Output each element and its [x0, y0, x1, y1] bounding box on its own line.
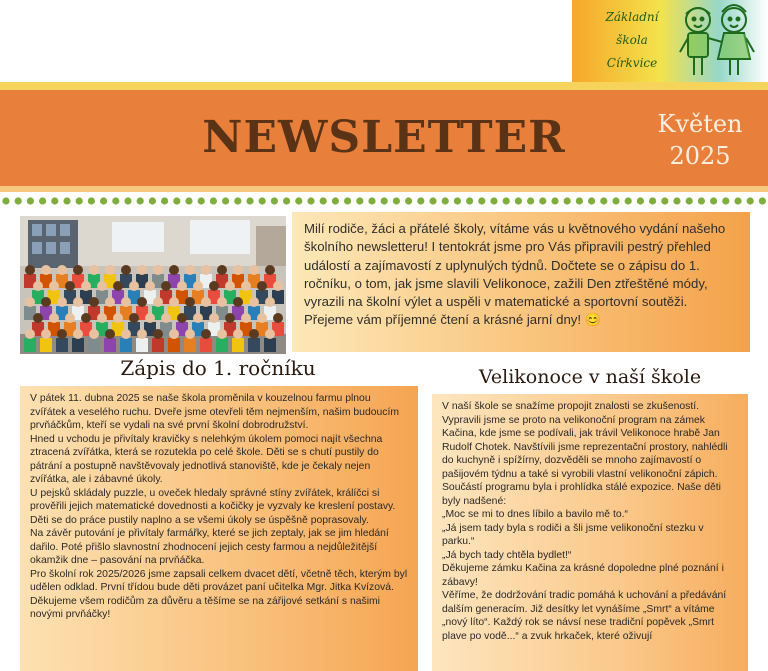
photo-person-head [217, 329, 227, 339]
photo-person-head [249, 329, 259, 339]
photo-person [216, 338, 228, 352]
photo-person-head [217, 297, 227, 307]
intro-text: Milí rodiče, žáci a přátelé školy, vítáme vás u květnového vydání našeho školního newsletteru! I tentokrát jsme pro Vás připravili pestrý přehled událostí a zajímavostí z uplynulých týdnů. Dočtete se o zápisu do 1. ročníku, o tom, jak jsme slavili Velikonoce, zažili Den ztřeštěné módy, vyrazili na školní výlet a uspěli v matematické a sportovní soutěži. [304, 221, 726, 310]
photo-person-head [217, 265, 227, 275]
photo-person [56, 338, 68, 352]
intro-box [292, 212, 750, 352]
photo-person-head [193, 281, 203, 291]
divider-dot [222, 197, 229, 204]
photo-person-head [129, 313, 139, 323]
divider-dot [173, 197, 180, 204]
photo-person-head [241, 313, 251, 323]
photo-person-head [265, 265, 275, 275]
photo-person-head [105, 329, 115, 339]
photo-person-head [41, 265, 51, 275]
photo-person-head [137, 297, 147, 307]
divider-dot [15, 197, 22, 204]
photo-person-head [41, 329, 51, 339]
children-drawing-icon [672, 2, 764, 82]
divider-dot [124, 197, 131, 204]
zapis-paragraph: Děkujeme všem rodičům za důvěru a těšíme se na zářijové setkání s našimi novými prvňáčky! [30, 595, 380, 620]
photo-person-head [153, 265, 163, 275]
photo-person-head [153, 297, 163, 307]
photo-person-head [89, 329, 99, 339]
dotted-divider [0, 196, 768, 206]
divider-dot [368, 197, 375, 204]
divider-dot [295, 197, 302, 204]
divider-dot [734, 197, 741, 204]
photo-person [120, 338, 132, 352]
photo-person [24, 338, 36, 352]
velikonoce-paragraph: V naší škole se snažíme propojit znalosti se zkušeností. Vypravili jsme se proto na velikonoční program na zámek Kačina, kde jsme se podívali, jak trávil Velikonoce hrabě Jan Rudolf Chotek. Navštívili jsme reprezentační prostory, nahlédli do kuchyně i spížírny, dozvěděli se mnoho zajímavostí o pašijovém týdnu a také si vyrobili vlastní velikonoční zápich. [442, 401, 728, 480]
photo-person-head [169, 297, 179, 307]
divider-dot [722, 197, 729, 204]
divider-dot [149, 197, 156, 204]
photo-person-head [225, 313, 235, 323]
divider-dot [283, 197, 290, 204]
divider-dot [673, 197, 680, 204]
divider-dot [490, 197, 497, 204]
divider-dot [161, 197, 168, 204]
divider-dot [442, 197, 449, 204]
photo-person-head [265, 329, 275, 339]
divider-dot [2, 197, 9, 204]
photo-person [168, 338, 180, 352]
divider-dot [710, 197, 717, 204]
photo-person-head [121, 329, 131, 339]
photo-person-head [49, 313, 59, 323]
photo-person-head [65, 281, 75, 291]
photo-person-head [57, 297, 67, 307]
zapis-paragraph: Na závěr putování je přivítaly farmářky, které se jich zeptaly, jak se jim hledání dařilo. Poté přišlo slavnostní zhodnocení jejich cesty farmou a nejdůležitější okamžik dne – pasování na prvňáčka. [30, 528, 389, 566]
divider-dot [588, 197, 595, 204]
divider-dot [600, 197, 607, 204]
photo-person-head [201, 297, 211, 307]
photo-person [264, 338, 276, 352]
photo-person [40, 338, 52, 352]
divider-dot [381, 197, 388, 204]
photo-person-head [105, 297, 115, 307]
photo-person [200, 338, 212, 352]
divider-dot [576, 197, 583, 204]
photo-person-head [161, 313, 171, 323]
divider-dot [515, 197, 522, 204]
divider-dot [210, 197, 217, 204]
velikonoce-quote: „Moc se mi to dnes líbilo a bavilo mě to.“ [442, 509, 628, 520]
divider-dot [527, 197, 534, 204]
divider-dot [63, 197, 70, 204]
photo-person-head [97, 281, 107, 291]
photo-person-head [185, 265, 195, 275]
photo-person-head [41, 297, 51, 307]
velikonoce-article [432, 394, 748, 671]
photo-person-head [257, 281, 267, 291]
divider-dot [637, 197, 644, 204]
divider-dot [759, 197, 766, 204]
divider-dot [393, 197, 400, 204]
divider-dot [356, 197, 363, 204]
divider-dot [112, 197, 119, 204]
photo-person-head [265, 297, 275, 307]
divider-dot [417, 197, 424, 204]
photo-person-head [177, 281, 187, 291]
photo-person-head [177, 313, 187, 323]
velikonoce-paragraph: Děkujeme zámku Kačina za krásné dopoledne plné poznání i zábavy! [442, 563, 724, 588]
photo-person-head [161, 281, 171, 291]
photo-person-head [153, 329, 163, 339]
photo-person [136, 338, 148, 352]
zapis-paragraph: V pátek 11. dubna 2025 se naše škola proměnila v kouzelnou farmu plnou zvířátek a veselého ruchu. Dveře jsme otevřeli těm nejmenším, našim budoucím prvňáčkům, kteří se vydali na své první školní dobrodružství. [30, 393, 400, 431]
zapis-heading: Zápis do 1. ročníku [120, 356, 316, 380]
photo-person-head [73, 329, 83, 339]
divider-dot [539, 197, 546, 204]
photo-person-head [169, 265, 179, 275]
photo-person-head [201, 329, 211, 339]
divider-dot [747, 197, 754, 204]
divider-dot [661, 197, 668, 204]
divider-dot [246, 197, 253, 204]
divider-dot [405, 197, 412, 204]
photo-person-head [89, 265, 99, 275]
divider-dot [259, 197, 266, 204]
banner-top-stripe [0, 82, 768, 90]
divider-dot [234, 197, 241, 204]
photo-person [88, 338, 100, 352]
photo-person-head [65, 313, 75, 323]
photo-person-head [249, 297, 259, 307]
photo-person-head [113, 281, 123, 291]
photo-person-head [57, 329, 67, 339]
divider-dot [198, 197, 205, 204]
photo-person-head [89, 297, 99, 307]
divider-dot [454, 197, 461, 204]
divider-dot [39, 197, 46, 204]
divider-dot [137, 197, 144, 204]
photo-person-head [193, 313, 203, 323]
photo-person-head [185, 329, 195, 339]
divider-dot [320, 197, 327, 204]
photo-person-head [169, 329, 179, 339]
photo-person-head [233, 265, 243, 275]
photo-person-head [129, 281, 139, 291]
photo-person-head [73, 297, 83, 307]
photo-person [104, 338, 116, 352]
divider-dot [466, 197, 473, 204]
photo-person-head [145, 281, 155, 291]
photo-person-head [233, 297, 243, 307]
photo-person-head [81, 313, 91, 323]
photo-person [232, 338, 244, 352]
photo-person-head [201, 265, 211, 275]
divider-dot [686, 197, 693, 204]
divider-dot [51, 197, 58, 204]
photo-person-head [145, 313, 155, 323]
divider-dot [88, 197, 95, 204]
school-logo [572, 0, 768, 82]
divider-dot [478, 197, 485, 204]
banner-bottom-line [0, 186, 768, 192]
intro-closing: Přejeme vám příjemné čtení a krásné jarní dny! 😊 [304, 312, 602, 328]
photo-person-head [137, 329, 147, 339]
issue-year: 2025 [669, 142, 731, 170]
divider-dot [612, 197, 619, 204]
photo-person-head [49, 281, 59, 291]
photo-person-head [33, 313, 43, 323]
photo-person-head [121, 297, 131, 307]
divider-dot [698, 197, 705, 204]
photo-person-head [185, 297, 195, 307]
divider-dot [344, 197, 351, 204]
zapis-paragraph: Pro školní rok 2025/2026 jsme zapsali celkem dvacet dětí, včetně těch, kterým byl udělen odklad. První třídou bude děti provázet paní učitelka Mgr. Jitka Kvízová. [30, 568, 408, 593]
photo-person-head [249, 265, 259, 275]
photo-person-head [209, 281, 219, 291]
velikonoce-heading: Velikonoce v naší škole [478, 366, 702, 388]
divider-dot [271, 197, 278, 204]
divider-dot [100, 197, 107, 204]
photo-person-head [257, 313, 267, 323]
photo-person-head [57, 265, 67, 275]
velikonoce-quote: „Já bych tady chtěla bydlet!“ [442, 549, 572, 561]
divider-dot [503, 197, 510, 204]
photo-person-head [81, 281, 91, 291]
logo-line-3: Církvice [606, 56, 658, 70]
photo-person-head [73, 265, 83, 275]
divider-dot [332, 197, 339, 204]
class-group-photo [20, 216, 286, 354]
photo-person [248, 338, 260, 352]
divider-dot [429, 197, 436, 204]
photo-person-head [137, 265, 147, 275]
divider-dot [649, 197, 656, 204]
photo-person-head [273, 313, 283, 323]
photo-person-head [25, 329, 35, 339]
divider-dot [564, 197, 571, 204]
zapis-paragraph: U pejsků skládaly puzzle, u oveček hledaly správné stíny zvířátek, králíčci si prověřili jejich matematické dovednosti a kočičky je vyzvaly ke kreslení postavy. Děti se do práce pustily naplno a se všemi úkoly se úspěšně poprasovaly. [30, 487, 396, 526]
photo-person-head [97, 313, 107, 323]
photo-person-head [113, 313, 123, 323]
logo-line-2: škola [616, 33, 648, 47]
issue-month: Květen [657, 110, 743, 138]
photo-person-head [25, 297, 35, 307]
velikonoce-paragraph: Součástí programu byla i prohlídka stálé expozice. Naše děti byly nadšené: [442, 482, 721, 507]
zapis-article [20, 386, 418, 671]
velikonoce-quote: „Já jsem tady byla s rodiči a šli jsme velikonoční stezku v parku.“ [442, 522, 704, 547]
photo-person-head [105, 265, 115, 275]
photo-person [152, 338, 164, 352]
photo-person-head [25, 265, 35, 275]
logo-line-1: Základní [605, 10, 659, 24]
photo-person-head [241, 281, 251, 291]
newsletter-title: NEWSLETTER [202, 112, 566, 163]
photo-person-head [33, 281, 43, 291]
zapis-paragraph: Hned u vchodu je přivítaly kravičky s nelehkým úkolem pomoci najít všechna ztracená zvířátka, která se rozutekla po celé škole. Děti se s chutí pustily do pátrání a postupně navštěvovaly jednotlivá stanoviště, kde je čekaly nejen zvířátka, ale i zábavné úkoly. [30, 433, 383, 485]
divider-dot [307, 197, 314, 204]
photo-person-head [121, 265, 131, 275]
photo-person-head [209, 313, 219, 323]
divider-dot [625, 197, 632, 204]
photo-person [184, 338, 196, 352]
velikonoce-paragraph: Věříme, že dodržování tradic pomáhá k uchování a předávání dalším generacím. Již desítky let vynášíme „Smrt“ a vítáme „nový líto“. Každý rok se návsí nese tradiční popěvek „Smrt plave po vodě...“ a zvuk hrkaček, které oživují [442, 590, 727, 642]
divider-dot [551, 197, 558, 204]
photo-person-head [273, 281, 283, 291]
photo-person-head [233, 329, 243, 339]
divider-dot [76, 197, 83, 204]
divider-dot [185, 197, 192, 204]
divider-dot [27, 197, 34, 204]
logo-text [592, 6, 672, 75]
photo-person-head [225, 281, 235, 291]
photo-person [72, 338, 84, 352]
